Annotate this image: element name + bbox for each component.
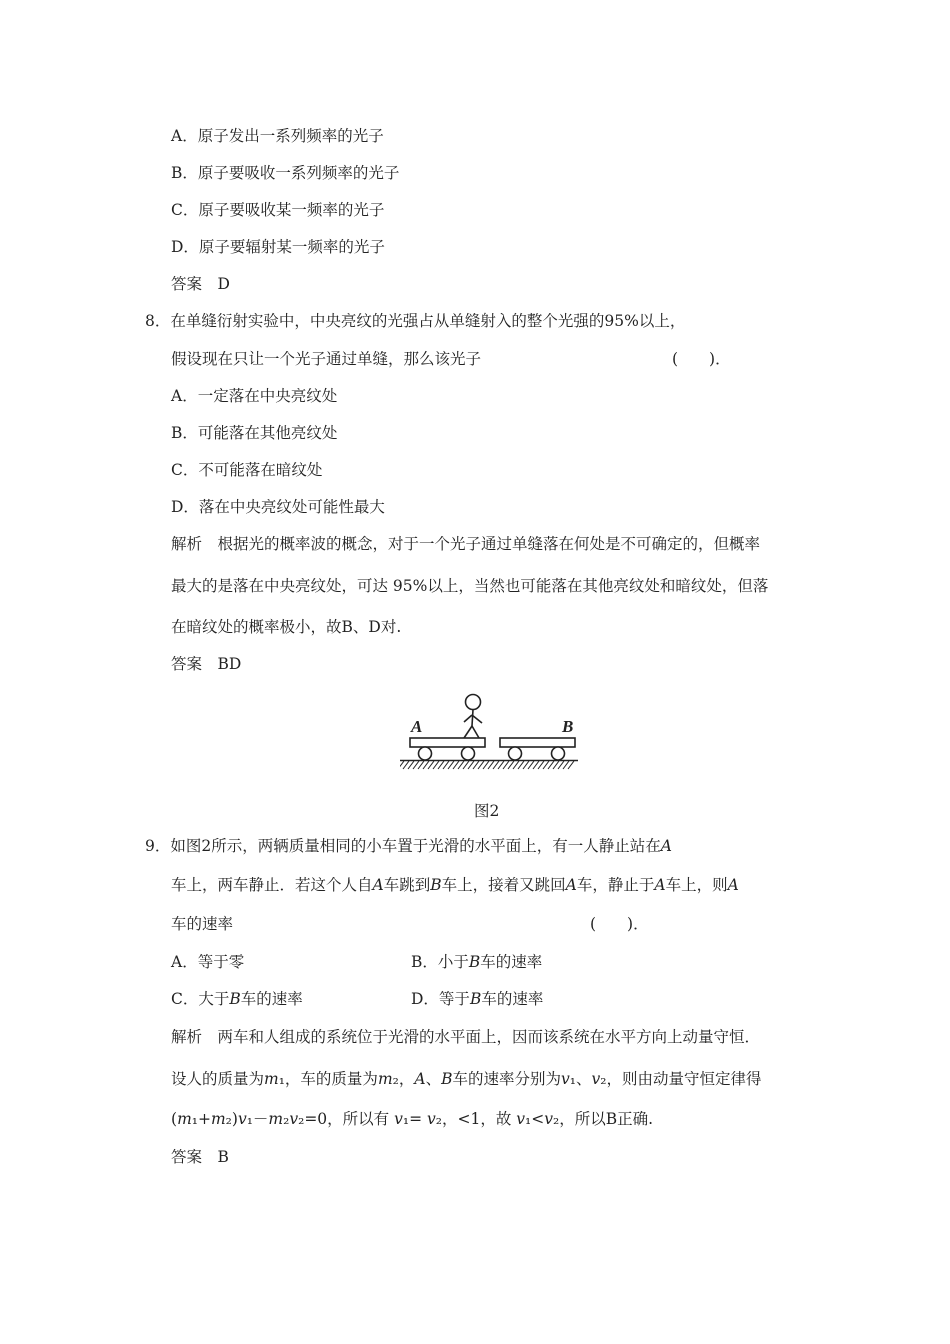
q7-option-a: A．原子发出一系列频率的光子 xyxy=(171,127,384,145)
q9-analysis-line3: (m₁+m₂)v₁－m₂v₂=0，所以有 v₁= v₂，<1，故 v₁<v₂，所以B正确. xyxy=(171,1110,654,1128)
q8-option-c: C．不可能落在暗纹处 xyxy=(171,461,323,479)
q8-analysis-line1: 解析 根据光的概率波的概念，对于一个光子通过单缝落在何处是不可确定的，但概率 xyxy=(171,535,761,553)
q9-answer-paren: ( )． xyxy=(590,915,649,933)
q9-option-d: D．等于B车的速率 xyxy=(411,990,544,1008)
cart-a-wheel-right xyxy=(462,747,475,760)
cart-b-label: B xyxy=(562,717,574,736)
q7-option-c: C．原子要吸收某一频率的光子 xyxy=(171,201,385,219)
cart-b-wheel-left xyxy=(509,747,522,760)
q9-analysis-line2: 设人的质量为m₁，车的质量为m₂，A、B车的速率分别为v₁、v₂，则由动量守恒定律得 xyxy=(171,1070,762,1088)
q8-option-d: D．落在中央亮纹处可能性最大 xyxy=(171,498,385,516)
cart-a-wheel-left xyxy=(419,747,432,760)
q8-answer-paren: ( )． xyxy=(672,350,731,368)
q8-option-a: A．一定落在中央亮纹处 xyxy=(171,387,338,405)
q8-analysis-line3: 在暗纹处的概率极小，故B、D对. xyxy=(171,618,402,636)
q8-analysis-line2: 最大的是落在中央亮纹处，可达 95%以上，当然也可能落在其他亮纹处和暗纹处，但落 xyxy=(171,577,769,595)
q9-analysis-line1: 解析 两车和人组成的系统位于光滑的水平面上，因而该系统在水平方向上动量守恒． xyxy=(171,1028,761,1046)
q9-answer: 答案 B xyxy=(171,1148,229,1166)
q9-option-b: B．小于B车的速率 xyxy=(411,953,543,971)
person-figure xyxy=(464,695,482,739)
q9-stem-line2: 车上，两车静止．若这个人自A车跳到B车上，接着又跳回A车，静止于A车上，则A xyxy=(171,876,739,894)
cart-b-body xyxy=(500,738,575,747)
q8-stem-line1: 8．在单缝衍射实验中，中央亮纹的光强占从单缝射入的整个光强的95%以上， xyxy=(145,312,686,330)
q9-stem-line1: 9．如图2所示，两辆质量相同的小车置于光滑的水平面上，有一人静止站在A xyxy=(145,837,672,855)
q9-option-a: A．等于零 xyxy=(171,953,245,971)
cart-a-label: A xyxy=(411,717,423,736)
q7-option-b: B．原子要吸收一系列频率的光子 xyxy=(171,164,400,182)
cart-a-body xyxy=(410,738,485,747)
cart-b-wheel-right xyxy=(552,747,565,760)
q8-answer: 答案 BD xyxy=(171,655,242,673)
figure-carts-diagram xyxy=(400,690,580,775)
q8-stem-line2: 假设现在只让一个光子通过单缝，那么该光子 xyxy=(171,350,482,368)
q7-option-d: D．原子要辐射某一频率的光子 xyxy=(171,238,385,256)
q9-option-c: C．大于B车的速率 xyxy=(171,990,303,1008)
q9-stem-line3: 车的速率 xyxy=(171,915,234,933)
q8-option-b: B．可能落在其他亮纹处 xyxy=(171,424,338,442)
ground-hatching xyxy=(400,761,574,769)
q7-answer: 答案 D xyxy=(171,275,230,293)
figure-caption: 图2 xyxy=(474,802,500,820)
